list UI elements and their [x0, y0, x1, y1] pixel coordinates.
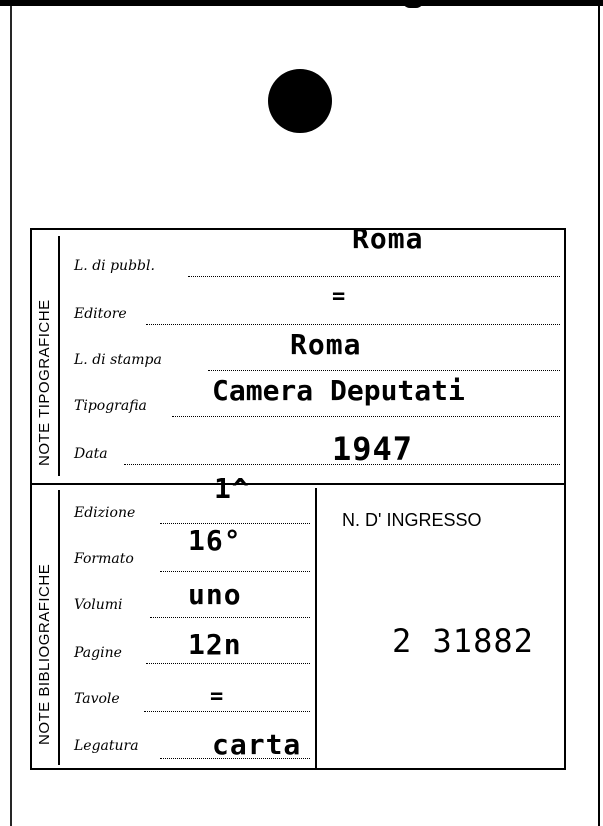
value-luogo-pubblicazione: Roma: [352, 222, 424, 255]
card-notch: [402, 0, 424, 8]
value-luogo-stampa: Roma: [290, 328, 362, 361]
label-luogo-stampa: L. di stampa: [74, 352, 162, 368]
field-line-editore: [146, 324, 560, 325]
value-editore: =: [332, 284, 347, 309]
value-tavole: =: [210, 684, 225, 709]
card-right-edge: [598, 0, 600, 826]
section-label-bibliographic: NOTE BIBLIOGRAFICHE: [36, 563, 53, 745]
ingresso-title: N. D' INGRESSO: [342, 510, 482, 530]
value-edizione: 1^: [214, 472, 250, 505]
section-label-typographic: NOTE TIPOGRAFICHE: [36, 299, 53, 466]
field-line-pagine: [146, 663, 310, 664]
label-pagine: Pagine: [74, 645, 122, 661]
label-tipografia: Tipografia: [74, 398, 147, 414]
value-formato: 16°: [188, 524, 242, 557]
card-top-edge: [0, 0, 603, 6]
value-volumi: uno: [188, 578, 242, 611]
label-legatura: Legatura: [74, 738, 139, 754]
label-formato: Formato: [74, 551, 134, 567]
value-tipografia: Camera Deputati: [212, 374, 465, 407]
field-line-volumi: [150, 617, 310, 618]
column-divider: [315, 488, 317, 768]
label-luogo-pubblicazione: L. di pubbl.: [74, 258, 155, 274]
field-line-tipografia: [172, 416, 560, 417]
field-line-luogo-stampa: [208, 370, 560, 371]
ingresso-number: 2 31882: [392, 622, 534, 660]
value-pagine: 12n: [188, 628, 242, 661]
label-editore: Editore: [74, 306, 127, 322]
value-data: 1947: [332, 430, 414, 468]
label-edizione: Edizione: [74, 505, 136, 521]
field-line-formato: [160, 571, 310, 572]
typographic-side-rule: [58, 236, 60, 476]
bibliographic-side-rule: [58, 490, 60, 765]
label-tavole: Tavole: [74, 691, 120, 707]
card-left-edge: [10, 0, 12, 826]
section-divider: [30, 483, 566, 485]
label-data: Data: [74, 446, 108, 462]
field-line-luogo-pubblicazione: [188, 276, 560, 277]
value-legatura: carta: [212, 728, 302, 761]
label-volumi: Volumi: [74, 597, 123, 613]
field-line-tavole: [144, 711, 310, 712]
punch-hole: [268, 69, 332, 133]
